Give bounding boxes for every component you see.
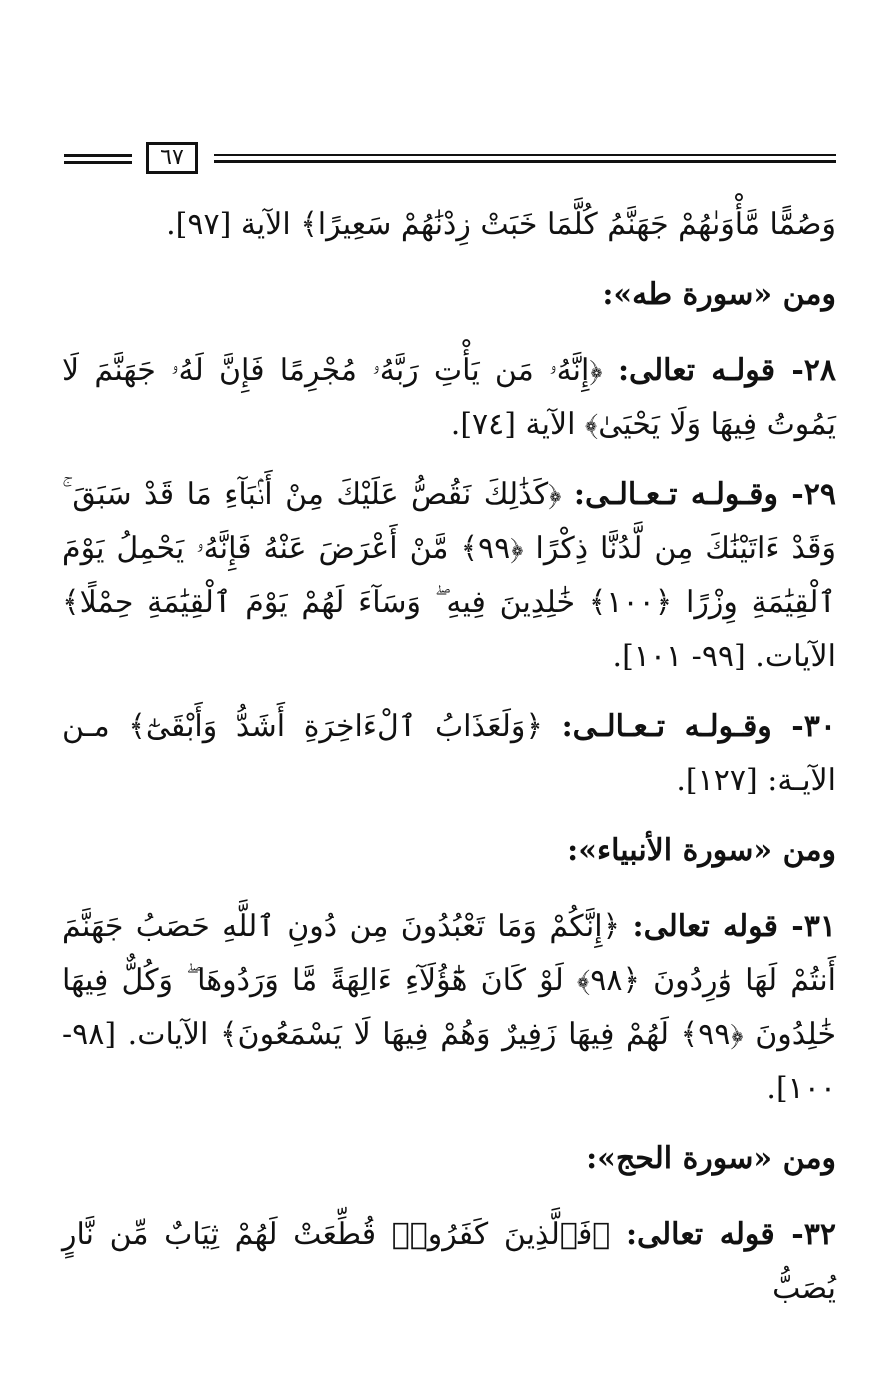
item-30 <box>62 700 836 808</box>
section-heading-anbiya: ومن «سورة الأنبياء»: <box>567 833 836 868</box>
item-31 <box>62 900 836 1116</box>
page-body <box>62 198 836 1332</box>
item-text: ﴿فَٱلَّذِينَ كَفَرُوا۟ قُطِّعَتْ لَهُمْ ثِيَابٌ مِّن نَّارٍ يُصَبُّ <box>62 1217 836 1306</box>
page-number: ٦٧ <box>146 142 198 174</box>
page-header <box>64 140 836 180</box>
item-text: ﴿إِنَّهُۥ مَن يَأْتِ رَبَّهُۥ مُجْرِمًا فَإِنَّ لَهُۥ جَهَنَّمَ لَا يَمُوتُ فِيهَا وَلَا يَحْيَىٰ﴾ الآية [٧٤]. <box>62 353 836 442</box>
header-rule-right <box>214 154 836 167</box>
continuation-text: وَصُمًّا مَّأْوَىٰهُمْ جَهَنَّمُ كُلَّمَا خَبَتْ زِدْنَٰهُمْ سَعِيرًا﴾ الآية [٩٧]. <box>166 207 836 242</box>
item-29 <box>62 468 836 684</box>
item-28 <box>62 344 836 452</box>
item-lead: ٢٨- قولـه تعالى: <box>617 353 837 388</box>
item-text: ﴿كَذَٰلِكَ نَقُصُّ عَلَيْكَ مِنْ أَنۢبَآءِ مَا قَدْ سَبَقَ ۚ وَقَدْ ءَاتَيْنَٰكَ مِن لَّدُنَّا ذِكْرًا ﴿٩٩﴾ مَّنْ أَعْرَضَ عَنْهُ فَإِنَّهُۥ يَحْمِلُ يَوْمَ ٱلْقِيَٰمَةِ وِزْرًا ﴿١٠٠﴾ خَٰلِدِينَ فِيهِ ۖ وَسَآءَ لَهُمْ يَوْمَ ٱلْقِيَٰمَةِ حِمْلًا﴾ الآيات. [٩٩- ١٠١]. <box>62 477 836 674</box>
item-lead: ٢٩- وقـولـه تـعـالـى: <box>573 477 836 512</box>
section-heading-taha: ومن «سورة طه»: <box>602 277 836 312</box>
item-text: ﴿إِنَّكُمْ وَمَا تَعْبُدُونَ مِن دُونِ ٱللَّهِ حَصَبُ جَهَنَّمَ أَنتُمْ لَهَا وَٰرِدُونَ ﴿٩٨﴾ لَوْ كَانَ هَٰٓؤُلَآءِ ءَالِهَةً مَّا وَرَدُوهَا ۖ وَكُلٌّ فِيهَا خَٰلِدُونَ ﴿٩٩﴾ لَهُمْ فِيهَا زَفِيرٌ وَهُمْ فِيهَا لَا يَسْمَعُونَ﴾ الآيات. [٩٨- ١٠٠]. <box>62 909 837 1106</box>
item-lead: ٣١- قوله تعالى: <box>632 909 836 944</box>
header-rule-left <box>64 154 132 168</box>
section-heading-hajj: ومن «سورة الحج»: <box>586 1141 836 1176</box>
item-lead: ٣٠- وقـولـه تـعـالـى: <box>561 709 836 744</box>
item-text: ﴿وَلَعَذَابُ ٱلْءَاخِرَةِ أَشَدُّ وَأَبْقَىٰٓ﴾ مـن الآيـة: [١٢٧]. <box>62 709 836 798</box>
item-lead: ٣٢- قوله تعالى: <box>625 1217 836 1252</box>
item-32 <box>62 1208 836 1316</box>
